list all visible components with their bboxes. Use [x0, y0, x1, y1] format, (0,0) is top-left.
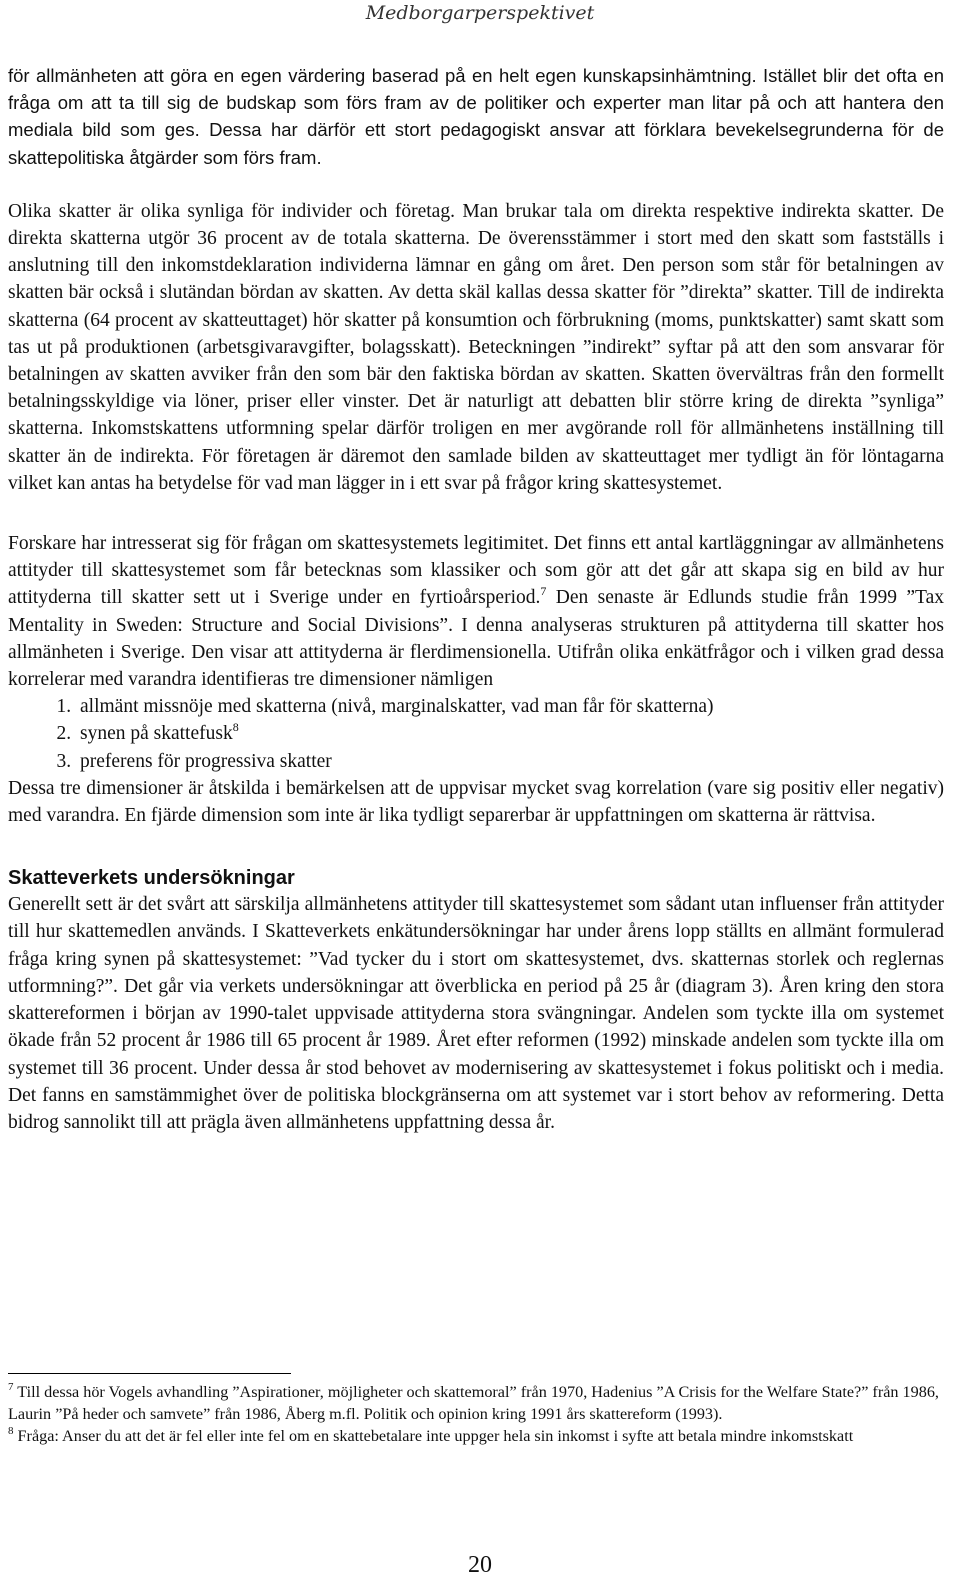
paragraph-research: [8, 530, 944, 693]
list-item: 2. synen på skattefusk$^8$: [76, 720, 944, 747]
list-item: 1. allmänt missnöje med skatterna (nivå, marginalskatter, vad man får för skatterna): [76, 693, 944, 720]
paragraph-dimensions: Dessa tre dimensioner är åtskilda i bemärkelsen att de uppvisar mycket svag korrelation (vare sig positiv eller negativ) med varandra. En fjärde dimension som inte är lika tydligt separerbar är uppfattningen om skatterna är rättvisa.: [8, 777, 944, 827]
footnote-number: 8: [8, 1425, 14, 1437]
footnote-number: 7: [8, 1381, 14, 1393]
footnote-ref-7[interactable]: 7: [540, 584, 547, 599]
dimensions-list: [8, 693, 944, 775]
footnotes: [8, 1381, 944, 1447]
footnote-ref-8[interactable]: 8: [232, 720, 239, 735]
page-number: 20: [468, 1552, 492, 1578]
footnote-divider: [8, 1373, 291, 1374]
list-item: 3. preferens för progressiva skatter: [76, 748, 944, 775]
body-text: [8, 62, 944, 1136]
footnote-text: Till dessa hör Vogels avhandling ”Aspirationer, möjligheter och skattemoral” från 1970, Hadenius ”A Crisis for the Welfare State?” från 1986, Laurin ”På heder och samvete” från 1986, Åberg m.fl. Politik och opinion kring 1991 års skattereform (1993).: [8, 1383, 939, 1423]
running-header: Medborgarperspektivet: [365, 2, 595, 24]
section-heading: Skatteverkets undersökningar: [8, 867, 295, 890]
paragraph-direct-indirect-taxes: Olika skatter är olika synliga för individer och företag. Man brukar tala om direkta respektive indirekta skatter. De direkta skatterna utgör 36 procent av de totala skatterna. De överensstämmer i stort med den skatt som fastställs i anslutning till den inkomstdeklaration individerna lämnar en gång om året. Den person som står för betalningen av skatten bär också i slutändan bördan av skatten. Av detta skäl kallas dessa skatter för ”direkta” skatter. Till de indirekta skatterna (64 procent av skatteuttaget) hör skatter på konsumtion och förbrukning (moms, punktskatter) samt skatt som tas ut på produktionen (arbetsgivaravgifter, bolagsskatt). Beteckningen ”indirekt” syftar på att den som ansvarar för betalningen av skatten avviker från den som bär den faktiska bördan av skatten. Skatten övervältras från den formellt betalningsskyldige via löner, priser eller vinster. Det är naturligt att debatten blir större kring de direkta ”synliga” skatterna. Inkomstskattens utformning spelar därför troligen en mer avgörande roll för allmänhetens inställning till skatter än de indirekta. För företagen är däremot den samlade bilden av skatteuttaget mer tydligt än för löntagarna vilket kan antas ha betydelse för vad man lägger in i ett svar på frågor kring skattesystemet.: [8, 200, 944, 494]
footnote-8: [8, 1425, 944, 1447]
footnote-text: Fråga: Anser du att det är fel eller inte fel om en skattebetalare inte uppger hela sin inkomst i syfte att betala mindre inkomstskatt: [13, 1427, 854, 1445]
paragraph-skatteverket: Generellt sett är det svårt att särskilja allmänhetens attityder till skattesystemet som sådant utan influenser från attityder till hur skattemedlen används. I Skatteverkets enkätundersökningar har under årens lopp ställts en allmänt formulerad fråga kring synen på skattesystemet: ”Vad tycker du i stort om skattesystemet, dvs. skatternas storlek och reglernas utformning?”. Det går via verkets undersökningar att överblicka en period på 25 år (diagram 3). Åren kring den stora skattereformen i början av 1990-talet uppvisade attityderna stora svängningar. Andelen som tyckte illa om systemet ökade från 52 procent år 1986 till 65 procent år 1989. Året efter reformen (1992) minskade andelen som tyckte illa om systemet till 36 procent. Under dessa år stod behovet av modernisering av skattesystemet i fokus politiskt och i media. Det fanns en samstämmighet över de politiska blockgränserna om att systemet var i stort behov av reformering. Detta bidrog sannolikt till att prägla även allmänhetens uppfattning dessa år.: [8, 894, 944, 1133]
paragraph-research-text-a: Forskare har intresserat sig för frågan om skattesystemets legitimitet. Det finns ett antal kartläggningar av allmänhetens attityder till skattesystemet som får betecknas som klassiker och som gör att det går att skapa sig en bild av hur attityderna till skatter sett ut i Sverige under en fyrtioårsperiod.: [8, 533, 944, 609]
footnote-7: [8, 1381, 944, 1425]
paragraph-legitimacy-intro: för allmänheten att göra en egen värdering baserad på en helt egen kunskapsinhämtning. Istället blir det ofta en fråga om att ta till sig de budskap som förs fram av de politiker och experter man litar på och att hantera den mediala bild som ges. Dessa har därför ett stort pedagogiskt ansvar att förklara bevekelsegrunderna för de skattepolitiska åtgärder som förs fram.: [8, 65, 944, 168]
paragraph-research-text-b: Den senaste är Edlunds studie från 1999 ”Tax Mentality in Sweden: Structure and Social Divisions”. I denna analyseras strukturen på attityderna till skatter hos allmänheten i Sverige. Den visar att attityderna är flerdimensionella. Utifrån olika enkätfrågor och i vilken grad dessa korrelerar med varandra identifieras tre dimensioner nämligen: [8, 587, 944, 691]
